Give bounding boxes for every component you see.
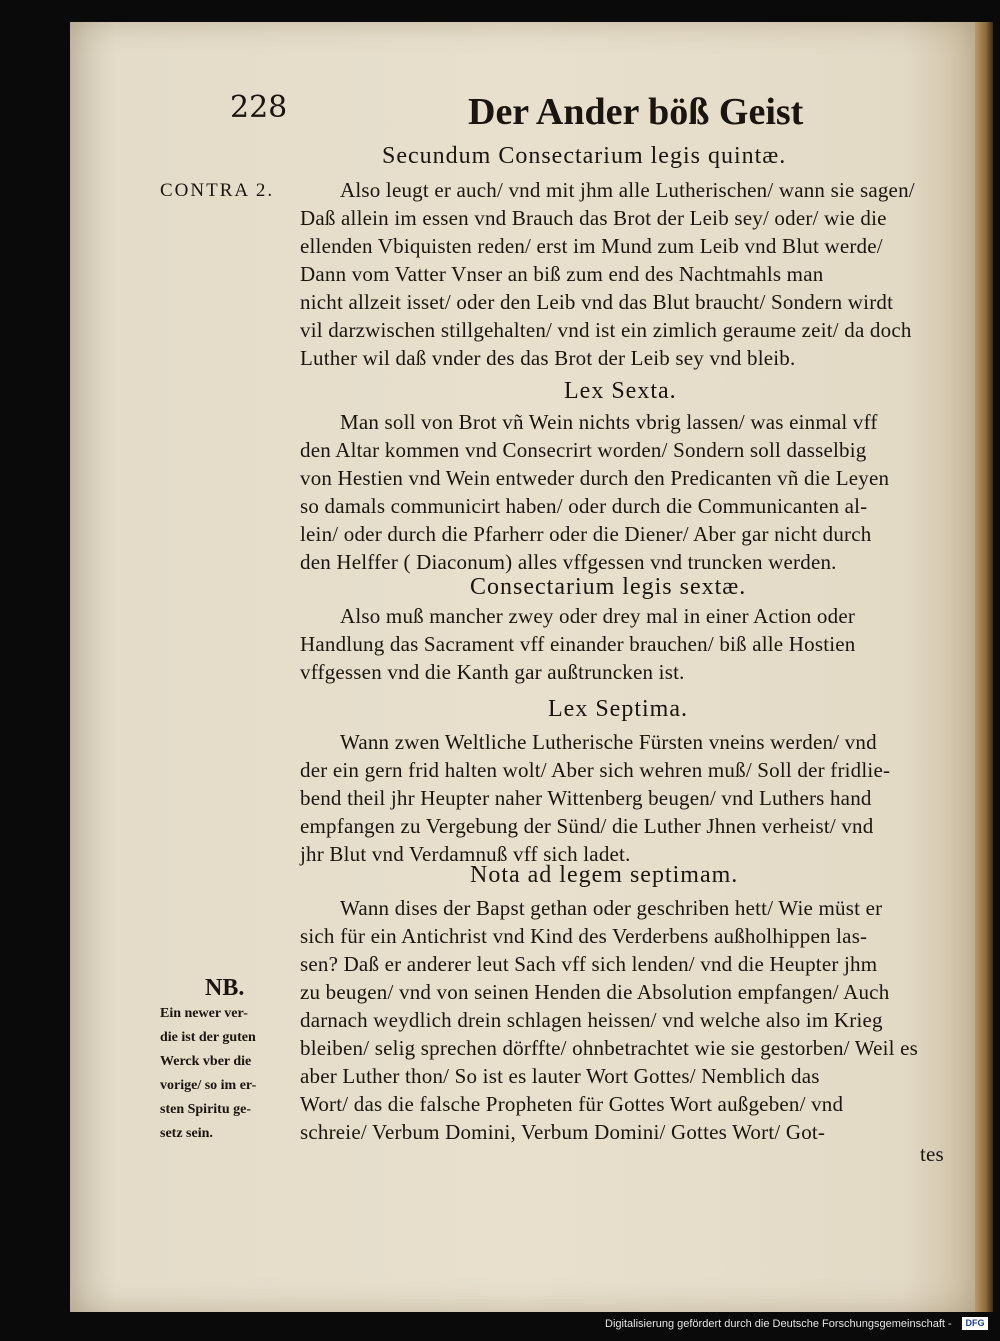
margin-contra: CONTRA 2. xyxy=(160,180,275,201)
page-edge xyxy=(975,22,993,1312)
text-line: bleiben/ selig sprechen dörffte/ ohnbetrachtet wie sie gestorben/ Weil es xyxy=(300,1036,919,1060)
text-line: sen? Daß er anderer leut Sach vff sich lenden/ vnd die Heupter jhm xyxy=(300,952,878,976)
margin-nb: NB. xyxy=(205,975,245,1001)
text-line: Wann dises der Bapst gethan oder geschriben hett/ Wie müst er xyxy=(340,896,883,920)
text-line: Wann zwen Weltliche Lutherische Fürsten vneins werden/ vnd xyxy=(340,730,877,754)
text-line: Dann vom Vatter Vnser an biß zum end des Nachtmahls man xyxy=(300,262,824,286)
text-line: nicht allzeit isset/ oder den Leib vnd das Blut braucht/ Sondern wirdt xyxy=(300,290,894,314)
text-line: so damals communicirt haben/ oder durch die Communicanten al- xyxy=(300,494,868,518)
margin-note-line: setz sein. xyxy=(160,1126,213,1141)
margin-note-line: sten Spiritu ge- xyxy=(160,1102,251,1117)
text-line: Wort/ das die falsche Propheten für Gottes Wort außgeben/ vnd xyxy=(300,1092,844,1116)
text-line: ellenden Vbiquisten reden/ erst im Mund zum Leib vnd Blut werde/ xyxy=(300,234,883,258)
text-line: Also leugt er auch/ vnd mit jhm alle Lutherischen/ wann sie sagen/ xyxy=(340,178,915,202)
dfg-logo-icon: DFG xyxy=(962,1317,988,1330)
running-title: Der Ander böß Geist xyxy=(468,91,804,133)
text-line: Also muß mancher zwey oder drey mal in einer Action oder xyxy=(340,604,856,628)
text-line: aber Luther thon/ So ist es lauter Wort Gottes/ Nemblich das xyxy=(300,1064,820,1088)
text-line: Man soll von Brot vñ Wein nichts vbrig lassen/ was einmal vff xyxy=(340,410,878,434)
catchword: tes xyxy=(920,1142,944,1166)
text-line: empfangen zu Vergebung der Sünd/ die Luther Jhnen verheist/ vnd xyxy=(300,814,874,838)
heading-lex-septima: Lex Septima. xyxy=(548,696,688,722)
text-line: Luther wil daß vnder des das Brot der Leib sey vnd bleib. xyxy=(300,346,796,370)
text-line: der ein gern frid halten wolt/ Aber sich wehren muß/ Soll der fridlie- xyxy=(300,758,891,782)
text-line: vil darzwischen stillgehalten/ vnd ist ein zimlich geraume zeit/ da doch xyxy=(300,318,912,342)
heading-consectarium-quintae: Secundum Consectarium legis quintæ. xyxy=(382,143,787,169)
text-line: vffgessen vnd die Kanth gar außtruncken ist. xyxy=(300,660,685,684)
text-line: Daß allein im essen vnd Brauch das Brot der Leib sey/ oder/ wie die xyxy=(300,206,887,230)
heading-consectarium-sextae: Consectarium legis sextæ. xyxy=(470,574,747,600)
text-line: Handlung das Sacrament vff einander brauchen/ biß alle Hostien xyxy=(300,632,856,656)
heading-lex-sexta: Lex Sexta. xyxy=(564,378,677,404)
text-line: den Helffer ( Diaconum) alles vffgessen vnd truncken werden. xyxy=(300,550,837,574)
text-line: schreie/ Verbum Domini, Verbum Domini/ Gottes Wort/ Got- xyxy=(300,1120,826,1144)
text-line: den Altar kommen vnd Consecrirt worden/ Sondern soll dasselbig xyxy=(300,438,867,462)
text-line: jhr Blut vnd Verdamnuß vff sich ladet. xyxy=(300,842,631,866)
digitization-footer: Digitalisierung gefördert durch die Deutsche Forschungsgemeinschaft - xyxy=(605,1318,952,1330)
text-line: sich für ein Antichrist vnd Kind des Verderbens außholhippen las- xyxy=(300,924,868,948)
heading-nota: Nota ad legem septimam. xyxy=(470,862,739,888)
margin-note-line: die ist der guten xyxy=(160,1030,256,1045)
text-line: darnach weydlich drein schlagen heissen/ vnd welche also im Krieg xyxy=(300,1008,883,1032)
text-line: lein/ oder durch die Pfarherr oder die Diener/ Aber gar nicht durch xyxy=(300,522,872,546)
margin-note-line: Ein newer ver- xyxy=(160,1006,248,1021)
text-line: bend theil jhr Heupter naher Wittenberg beugen/ vnd Luthers hand xyxy=(300,786,872,810)
margin-note-line: vorige/ so im er- xyxy=(160,1078,257,1093)
margin-note-line: Werck vber die xyxy=(160,1054,252,1069)
text-line: von Hestien vnd Wein entweder durch den Predicanten vñ die Leyen xyxy=(300,466,890,490)
text-line: zu beugen/ vnd von seinen Henden die Absolution empfangen/ Auch xyxy=(300,980,890,1004)
page-number: 228 xyxy=(230,90,288,125)
